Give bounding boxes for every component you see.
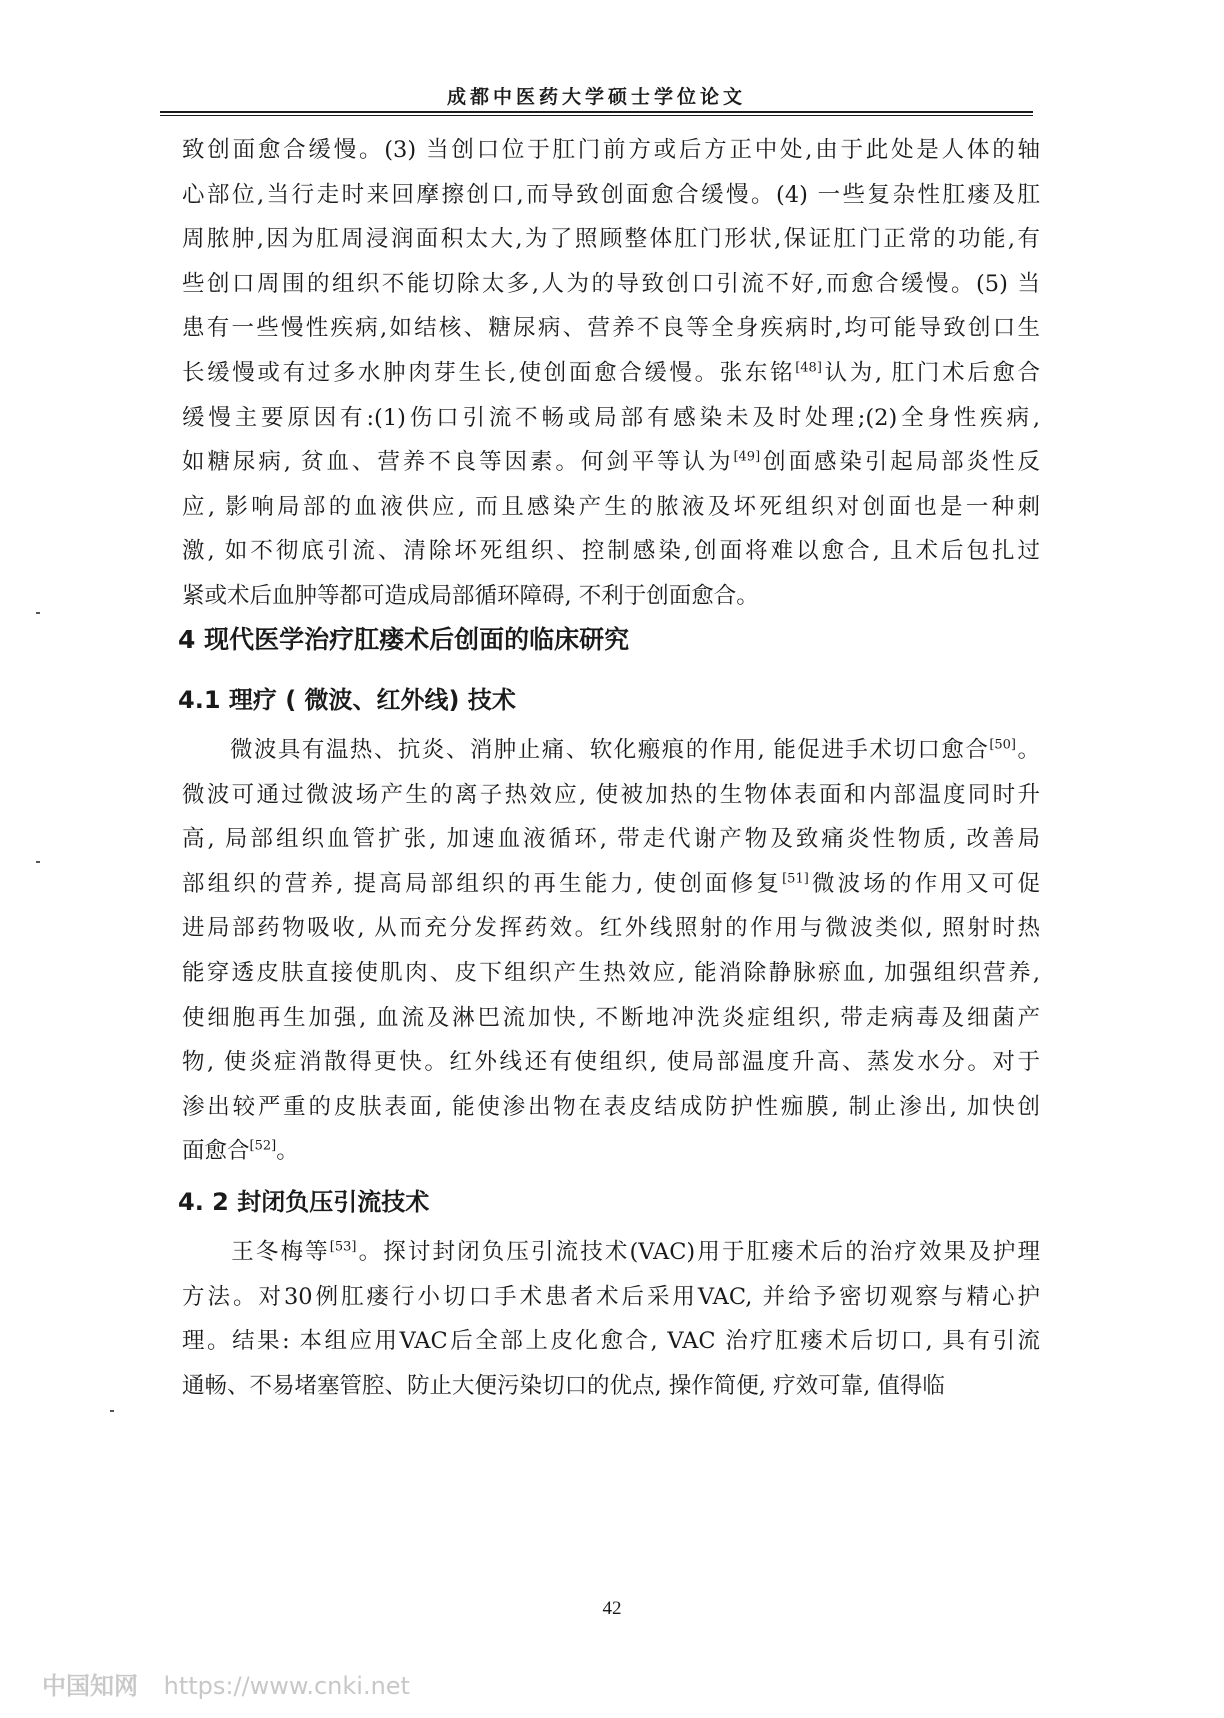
watermark-logo: 中国知网	[42, 1672, 138, 1700]
watermark-url: https://www.cnki.net	[163, 1672, 410, 1700]
text-line: 微波可通过微波场产生的离子热效应, 使被加热的生物体表面和内部温度同时升	[182, 781, 1040, 808]
text-line: 高, 局部组织血管扩张, 加速血液循环, 带走代谢产物及致痛炎性物质, 改善局	[182, 826, 1040, 853]
paragraph-vac	[182, 1230, 1040, 1408]
citation: [50]	[989, 737, 1016, 753]
text-segment: 微波场的作用又可促	[808, 870, 1040, 897]
text-line: 致创面愈合缓慢。(3) 当创口位于肛门前方或后方正中处,由于此处是人体的轴	[182, 137, 1040, 163]
text-segment: 微波具有温热、抗炎、消肿止痛、软化瘢痕的作用, 能促进手术切口愈合	[182, 737, 990, 763]
text-line: 心部位,当行走时来回摩擦创口,而导致创面愈合缓慢。(4) 一些复杂性肛瘘及肛	[182, 181, 1040, 208]
text-segment: 面愈合	[182, 1138, 250, 1165]
paragraph-causes	[182, 128, 1040, 619]
citation: [53]	[329, 1239, 357, 1255]
watermark	[42, 1666, 410, 1701]
paragraph-physiotherapy	[182, 728, 1040, 1174]
text-line	[182, 440, 1040, 485]
page-number: 42	[602, 1598, 622, 1619]
citation: [49]	[733, 449, 761, 465]
text-line: 患有一些慢性疾病,如结核、糖尿病、营养不良等全身疾病时,均可能导致创口生	[182, 315, 1040, 342]
scan-mark	[110, 1410, 114, 1412]
running-header: 成都中医药大学硕士学位论文	[446, 86, 746, 108]
subsection-title-4-1: 4.1 理疗 ( 微波、红外线) 技术	[178, 686, 516, 714]
text-line: 理。结果: 本组应用VAC后全部上皮化愈合, VAC 治疗肛瘘术后切口, 具有引流	[182, 1328, 1040, 1355]
text-line: 物, 使炎症消散得更快。红外线还有使组织, 使局部温度升高、蒸发水分。对于	[182, 1049, 1040, 1076]
text-segment: 。	[276, 1138, 299, 1165]
text-line: 使细胞再生加强, 血流及淋巴流加快, 不断地冲洗炎症组织, 带走病毒及细菌产	[182, 1004, 1040, 1031]
section-title-4: 4 现代医学治疗肛瘘术后创面的临床研究	[178, 625, 630, 654]
text-line	[182, 1230, 1040, 1275]
text-line: 方法。对30例肛瘘行小切口手术患者术后采用VAC, 并给予密切观察与精心护	[182, 1283, 1040, 1310]
text-line: 些创口周围的组织不能切除太多,人为的导致创口引流不好,而愈合缓慢。(5) 当	[182, 270, 1040, 297]
text-line	[182, 1129, 1040, 1174]
text-segment: 。	[1016, 737, 1040, 763]
text-line: 周脓肿,因为肛周浸润面积太大,为了照顾整体肛门形状,保证肛门正常的功能,有	[182, 226, 1040, 253]
header-rule	[160, 111, 1033, 116]
text-segment: 长缓慢或有过多水肿肉芽生长,使创面愈合缓慢。张东铭	[182, 359, 796, 386]
citation: [48]	[795, 360, 822, 376]
scan-mark	[36, 612, 40, 614]
text-line: 缓慢主要原因有:(1)伤口引流不畅或局部有感染未及时处理;(2)全身性疾病,	[182, 404, 1040, 431]
text-line: 紧或术后血肿等都可造成局部循环障碍, 不利于创面愈合。	[182, 582, 759, 609]
text-line: 能穿透皮肤直接使肌肉、皮下组织产生热效应, 能消除静脉瘀血, 加强组织营养,	[182, 959, 1040, 986]
citation: [51]	[782, 871, 809, 887]
text-line: 激, 如不彻底引流、清除坏死组织、控制感染,创面将难以愈合, 且术后包扎过	[182, 538, 1040, 565]
text-segment: 创面感染引起局部炎性反	[760, 449, 1040, 476]
scan-mark	[36, 861, 40, 863]
text-line: 应, 影响局部的血液供应, 而且感染产生的脓液及坏死组织对创面也是一种刺	[182, 493, 1040, 520]
text-segment: 。探讨封闭负压引流技术(VAC)用于肛瘘术后的治疗效果及护理	[356, 1239, 1040, 1265]
text-line: 通畅、不易堵塞管腔、防止大便污染切口的优点, 操作简便, 疗效可靠, 值得临	[182, 1372, 945, 1399]
text-segment: 如糖尿病, 贫血、营养不良等因素。何剑平等认为	[182, 449, 734, 476]
text-line	[182, 728, 1040, 773]
text-segment: 部组织的营养, 提高局部组织的再生能力, 使创面修复	[182, 870, 783, 897]
text-segment: 认为, 肛门术后愈合	[821, 359, 1040, 386]
text-line	[182, 862, 1040, 907]
text-line	[182, 351, 1040, 396]
citation: [52]	[249, 1138, 277, 1154]
subsection-title-4-2: 4. 2 封闭负压引流技术	[178, 1188, 430, 1216]
text-line: 进局部药物吸收, 从而充分发挥药效。红外线照射的作用与微波类似, 照射时热	[182, 915, 1040, 942]
text-line: 渗出较严重的皮肤表面, 能使渗出物在表皮结成防护性痂膜, 制止渗出, 加快创	[182, 1093, 1040, 1120]
text-segment: 王冬梅等	[182, 1239, 330, 1265]
